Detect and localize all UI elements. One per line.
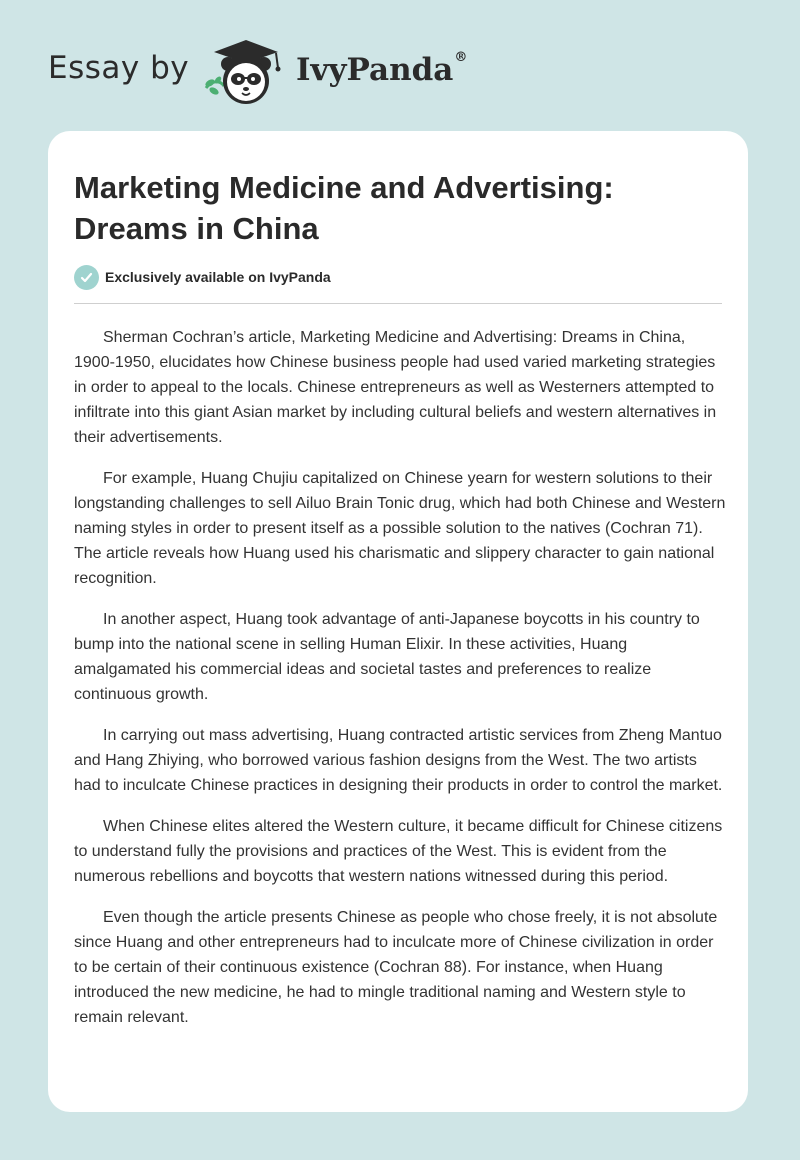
paragraph: Sherman Cochran’s article, Marketing Medicine and Advertising: Dreams in China, 1900-1950, elucidates how Chinese business people had used varied marketing strategies in order to appeal to the locals. Chinese entrepreneurs as well as Westerners attempted to infiltrate into this giant Asian market by including cultural beliefs and western alternatives in their advertisements. <box>74 329 717 446</box>
badge-label: Exclusively available on IvyPanda <box>105 269 331 285</box>
brand-prefix: Essay by <box>48 50 190 86</box>
registered-mark: ® <box>454 50 468 65</box>
paragraph: In another aspect, Huang took advantage of anti-Japanese boycotts in his country to bump into the national scene in selling Human Elixir. In these activities, Huang amalgamated his commercial ideas and societal tastes and preferences to realize continuous growth. <box>74 611 700 703</box>
page-title: Marketing Medicine and Advertising: Dreams in China <box>74 170 614 246</box>
divider <box>74 303 722 304</box>
check-circle-icon <box>74 265 99 290</box>
brand-name[interactable]: IvyPanda® <box>296 50 468 88</box>
site-header <box>0 0 800 130</box>
paragraph: For example, Huang Chujiu capitalized on Chinese yearn for western solutions to their longstanding challenges to sell Ailuo Brain Tonic drug, which had both Chinese and Western naming styles in order to present itself as a possible solution to the natives (Cochran 71). The article reveals how Huang used his charismatic and slippery character to gain national recognition. <box>74 470 726 587</box>
paragraph: In carrying out mass advertising, Huang contracted artistic services from Zheng Mantuo and Hang Zhiying, who borrowed various fashion designs from the West. The two artists had to inculcate Chinese practices in designing their products in order to control the market. <box>74 727 723 794</box>
exclusive-badge <box>74 264 331 290</box>
paragraph: When Chinese elites altered the Western culture, it became difficult for Chinese citizens to understand fully the provisions and practices of the West. This is evident from the numerous rebellions and boycotts that western nations witnessed during this period. <box>74 818 723 885</box>
panda-graduate-icon[interactable] <box>198 36 294 108</box>
essay-card <box>48 131 748 1112</box>
essay-body <box>74 325 726 1046</box>
paragraph: Even though the article presents Chinese as people who chose freely, it is not absolute since Huang and other entrepreneurs had to inculcate more of Chinese civilization in order to be certain of their continuous existence (Cochran 88). For instance, when Huang introduced the new medicine, he had to mingle traditional naming and Western style to remain relevant. <box>74 909 718 1026</box>
